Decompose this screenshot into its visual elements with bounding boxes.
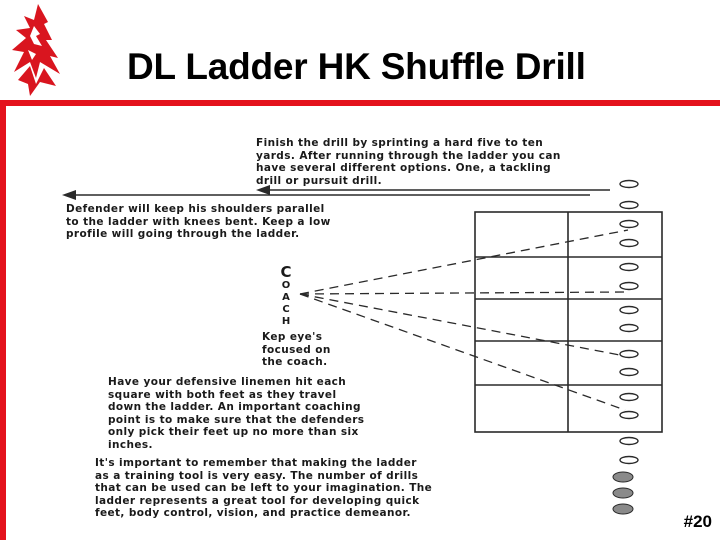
foot-markers (620, 181, 638, 464)
eyes-note: Kep eye's focused on the coach. (262, 331, 331, 368)
finish-note: Finish the drill by sprinting a hard five to ten yards. After running through the ladder you can have several different options. One, a tackling drill or pursuit drill. (256, 137, 561, 187)
foot-markers-filled (613, 472, 633, 514)
linemen-note: Have your defensive linemen hit each square with both feet as they travel down the ladder. An important coaching point is to make sure that the defenders only pick their feet up no more than six inches. (108, 376, 365, 451)
remember-note: It's important to remember that making the ladder as a training tool is very easy. The number of drills that can be used can be left to your imagination. The ladder represents a great tool for developing quick feet, body control, vision, and practice demeanor. (95, 457, 433, 519)
page-number: #20 (683, 512, 712, 531)
coach-letter: H (281, 316, 291, 327)
coach-letter: O (281, 280, 291, 291)
coach-letter: C (280, 263, 292, 281)
coach-letter: A (282, 292, 290, 303)
defender-note: Defender will keep his shoulders parallel to the ladder with knees bent. Keep a low profile will going through the ladder. (66, 203, 331, 240)
defender-arrow (62, 190, 590, 200)
page-title: DL Ladder HK Shuffle Drill (127, 46, 586, 87)
coach-label (276, 264, 296, 328)
coach-letter: C (282, 304, 290, 315)
